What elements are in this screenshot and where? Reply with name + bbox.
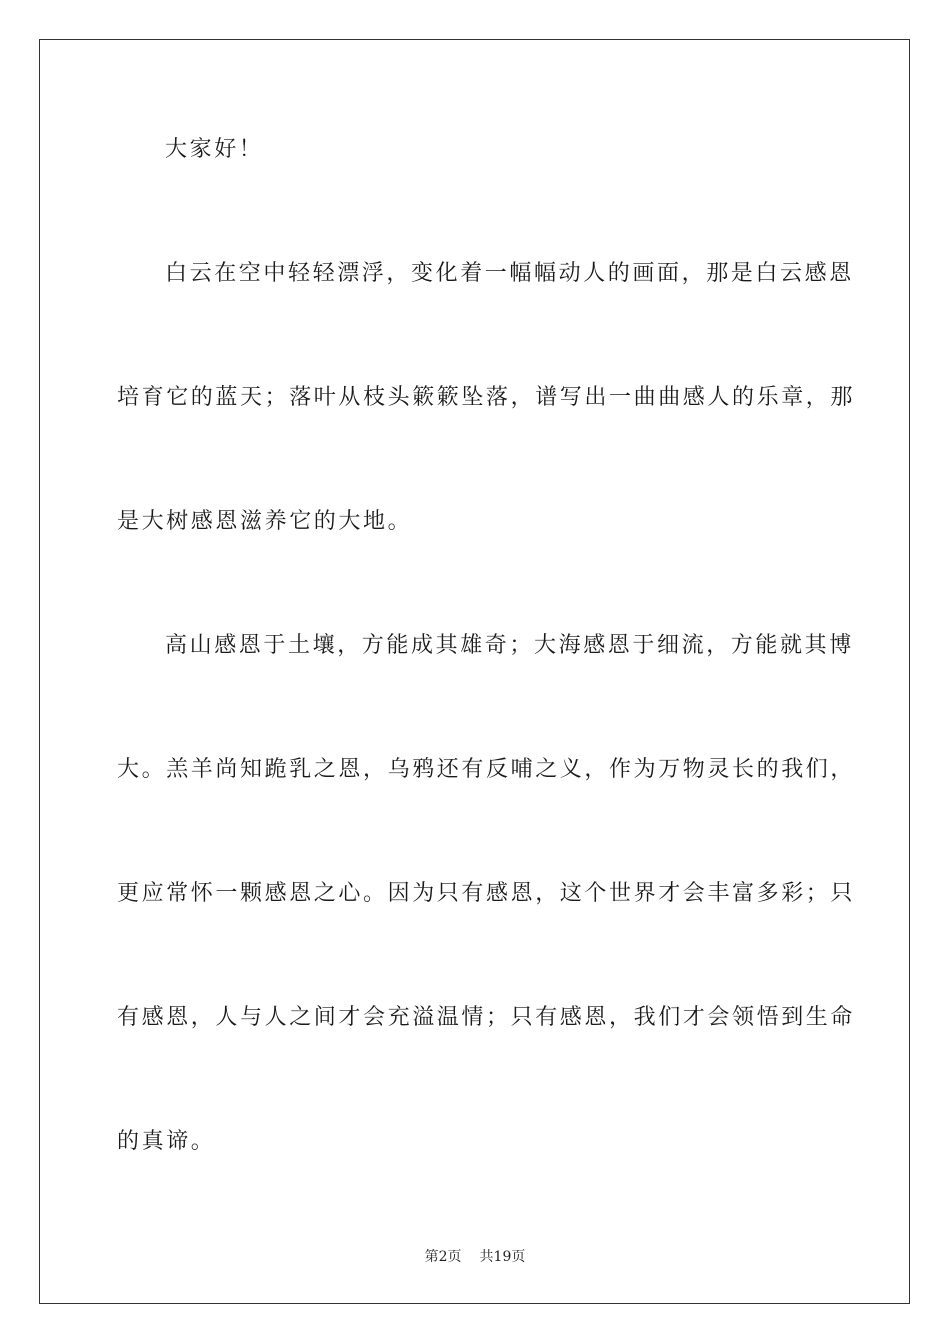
paragraph-line: 有感恩，人与人之间才会充溢温情；只有感恩，我们才会领悟到生命 (117, 1005, 856, 1030)
paragraph-line: 培育它的蓝天；落叶从枝头簌簌坠落，谱写出一曲曲感人的乐章，那 (117, 385, 856, 410)
paragraph-line: 高山感恩于土壤，方能成其雄奇；大海感恩于细流，方能就其博 (165, 633, 854, 658)
page-number: 第2页 (424, 1249, 462, 1265)
page-border (39, 39, 910, 1304)
page-total: 共19页 (479, 1249, 526, 1265)
paragraph-line: 白云在空中轻轻漂浮，变化着一幅幅动人的画面，那是白云感恩 (165, 261, 854, 286)
paragraph-line: 更应常怀一颗感恩之心。因为只有感恩，这个世界才会丰富多彩；只 (117, 881, 856, 906)
page-footer (0, 1247, 950, 1267)
greeting: 大家好！ (165, 137, 264, 162)
paragraph-line: 的真谛。 (117, 1129, 216, 1154)
paragraph-line: 是大树感恩滋养它的大地。 (117, 509, 413, 534)
paragraph-line: 大。羔羊尚知跪乳之恩，乌鸦还有反哺之义，作为万物灵长的我们， (117, 757, 856, 782)
